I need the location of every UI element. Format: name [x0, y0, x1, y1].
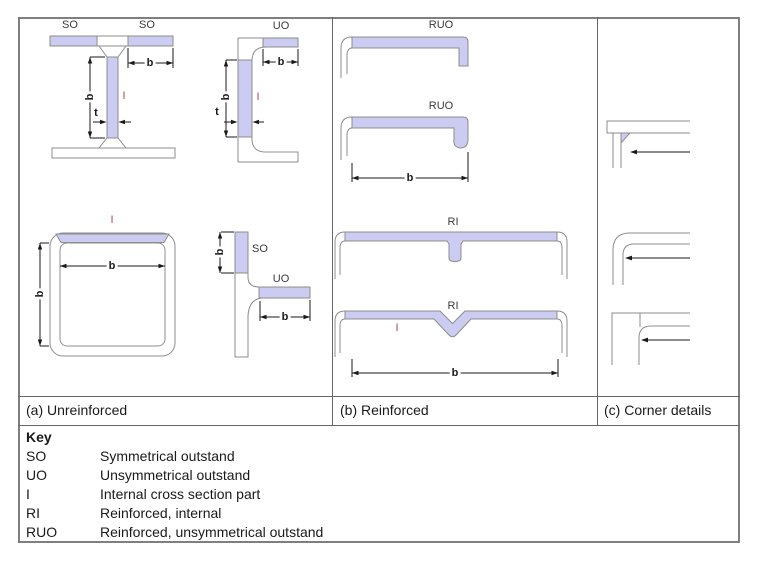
corner-detail-formed: [613, 233, 690, 285]
key-row-ri: [26, 505, 323, 524]
key-desc: Unsymmetrical outstand: [100, 467, 251, 483]
key-abbr: RI: [26, 505, 40, 521]
label-i-channel-web: I: [256, 91, 260, 103]
i-section-diagram: [50, 36, 175, 158]
key-row-i: [26, 486, 323, 505]
label-b-ibeam-web: b: [84, 93, 96, 101]
caption-panel-b: (b) Reinforced: [340, 402, 429, 418]
corner-detail-sharp: [612, 313, 690, 365]
box-section-diagram: [38, 233, 175, 356]
label-i-ri-vee: I: [395, 322, 399, 334]
key-desc: Symmetrical outstand: [100, 448, 235, 464]
label-ruo-curled: RUO: [428, 100, 454, 112]
label-b-channel-flange: b: [277, 56, 285, 68]
label-b-box-width: b: [108, 260, 116, 272]
key-desc: Reinforced, internal: [100, 505, 222, 521]
label-b-tee-horizontal: b: [281, 311, 289, 323]
channel-section-diagram: [224, 38, 298, 162]
label-so-tee: SO: [252, 243, 268, 255]
label-b-ruo: b: [406, 172, 414, 184]
key-abbr: I: [26, 486, 30, 502]
label-b-ibeam-flange: b: [146, 57, 154, 69]
key-row-so: [26, 448, 323, 467]
key-title: Key: [26, 429, 52, 445]
key-section: [26, 429, 323, 543]
key-desc: Reinforced, unsymmetrical outstand: [100, 524, 324, 540]
label-ri-vee: RI: [447, 300, 459, 312]
label-b-ri-vee: b: [451, 367, 459, 379]
label-t-channel: t: [215, 106, 219, 118]
label-uo-tee: UO: [272, 273, 290, 285]
key-abbr: RUO: [26, 524, 58, 540]
label-b-box-height: b: [34, 290, 46, 298]
key-abbr: SO: [26, 448, 47, 464]
label-ruo-plain: RUO: [428, 19, 454, 31]
label-i-box: I: [110, 214, 114, 226]
caption-panel-c: (c) Corner details: [604, 402, 712, 418]
corner-detail-welded: [607, 121, 690, 168]
label-so-ibeam-right: SO: [139, 19, 155, 31]
key-row-ruo: [26, 524, 323, 543]
ri-rib-diagram: [335, 232, 567, 279]
key-abbr: UO: [26, 467, 47, 483]
label-uo-channel: UO: [272, 20, 290, 32]
label-b-channel-web: b: [220, 93, 232, 101]
ruo-plain-lip-diagram: [341, 37, 468, 78]
label-i-ibeam-web: I: [122, 90, 126, 102]
key-row-uo: [26, 467, 323, 486]
label-b-tee-vertical: b: [214, 248, 226, 256]
label-t-ibeam: t: [94, 107, 98, 119]
key-desc: Internal cross section part: [100, 486, 261, 502]
caption-panel-a: (a) Unreinforced: [26, 402, 128, 418]
label-ri-rib: RI: [447, 216, 459, 228]
label-so-ibeam-left: SO: [62, 19, 78, 31]
